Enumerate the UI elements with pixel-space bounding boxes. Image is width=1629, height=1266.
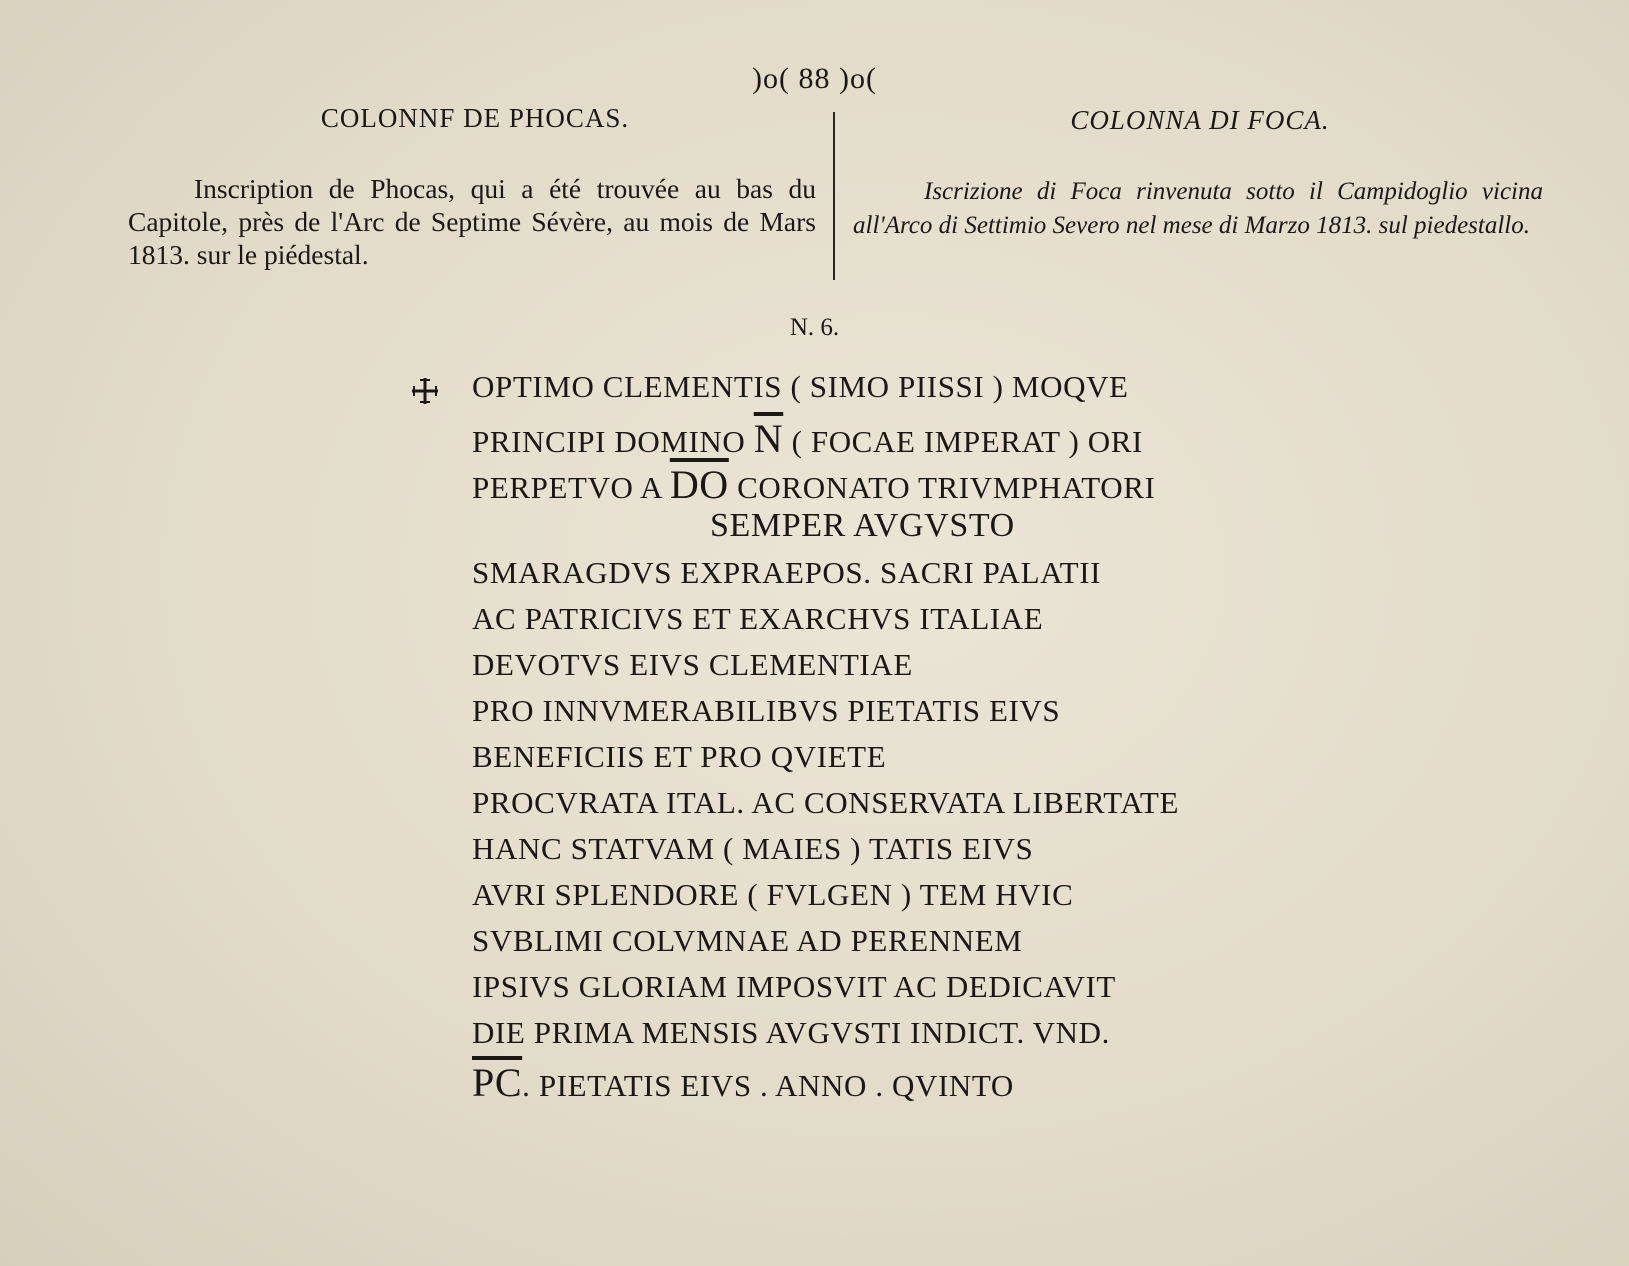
inscription-line: OPTIMO CLEMENTIS ( SIMO PIISSI ) MOQVE — [472, 369, 1129, 404]
description-italian: Iscrizione di Foca rinvenuta sotto il Campidoglio vicina all'Arco di Settimio Severo nel mese di Marzo 1813. sul piedestallo. — [853, 178, 1543, 239]
inscription-line: PERPETVO A $\overline{DO}$ CORONATO TRIVMPHATORI — [472, 462, 1156, 507]
inscription-line: AC PATRICIVS ET EXARCHVS ITALIAE — [472, 601, 1044, 636]
heading-italian: COLONNA DI FOCA. — [1070, 105, 1330, 135]
column-divider — [833, 112, 835, 280]
inscription-line: PRO INNVMERABILIBVS PIETATIS EIVS — [472, 693, 1061, 728]
inscription-number: N. 6. — [789, 314, 840, 341]
page-number: )o( 88 )o( — [752, 62, 877, 95]
cross-icon — [410, 376, 440, 406]
inscription-line: SMARAGDVS EXPRAEPOS. SACRI PALATII — [472, 555, 1102, 590]
inscription-line: SEMPER AVGVSTO — [710, 507, 1015, 544]
inscription-line: HANC STATVAM ( MAIES ) TATIS EIVS — [472, 831, 1034, 866]
inscription-line: AVRI SPLENDORE ( FVLGEN ) TEM HVIC — [472, 877, 1074, 912]
abbreviation-mark: $\overline{PC}$ — [472, 1060, 523, 1105]
inscription-line: $\overline{PC}$. PIETATIS EIVS . ANNO . QVINTO — [472, 1060, 1014, 1105]
inscription-line: DIE PRIMA MENSIS AVGVSTI INDICT. VND. — [472, 1015, 1110, 1050]
description-french: Inscription de Phocas, qui a été trouvée au bas du Capitole, près de l'Arc de Septime Sévère, au mois de Mars 1813. sur le piédestal. — [128, 173, 816, 270]
heading-french: COLONNF DE PHOCAS. — [320, 103, 630, 133]
abbreviation-mark: $\overline{N}$ — [753, 416, 784, 461]
inscription-line: PRINCIPI DOMINO $\overline{N}$ ( FOCAE IMPERAT ) ORI — [472, 416, 1143, 461]
inscription-line: DEVOTVS EIVS CLEMENTIAE — [472, 647, 913, 682]
inscription-line: BENEFICIIS ET PRO QVIETE — [472, 739, 887, 774]
abbreviation-mark: $\overline{DO}$ — [669, 462, 729, 507]
inscription-line: PROCVRATA ITAL. AC CONSERVATA LIBERTATE — [472, 785, 1179, 820]
inscription-line: SVBLIMI COLVMNAE AD PERENNEM — [472, 923, 1023, 958]
inscription-line: IPSIVS GLORIAM IMPOSVIT AC DEDICAVIT — [472, 969, 1116, 1004]
